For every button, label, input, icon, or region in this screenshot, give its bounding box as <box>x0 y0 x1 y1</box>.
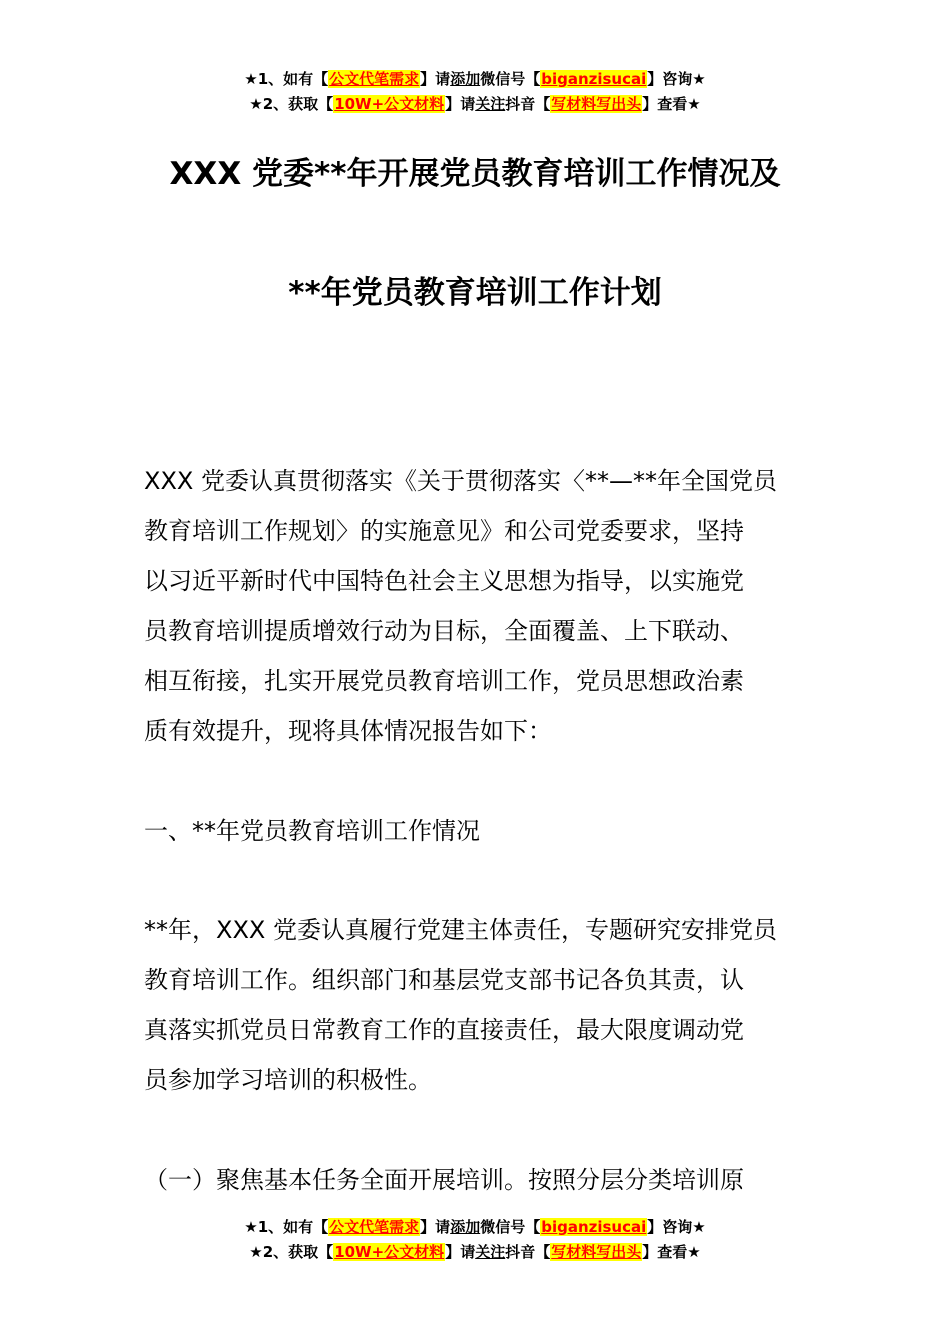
wechat-id: biganzisucai <box>541 1218 647 1236</box>
promo-highlight: 公文代笔需求 <box>329 1218 420 1236</box>
text-line: 以习近平新时代中国特色社会主义思想为指导，以实施党 <box>144 567 744 595</box>
intro-paragraph <box>144 456 809 756</box>
promo-highlight: 10W+公文材料 <box>334 95 445 113</box>
promo-line-2: ★2、获取【10W+公文材料】请关注抖音【写材料写出头】查看★ <box>249 1243 701 1261</box>
promo-banner-top <box>0 67 950 117</box>
promo-highlight: 公文代笔需求 <box>329 70 420 88</box>
promo-line-1: ★1、如有【公文代笔需求】请添加微信号【biganzisucai】咨询★ <box>244 1218 706 1236</box>
subsection-1-paragraph <box>144 1155 809 1205</box>
text-line: **年，XXX 党委认真履行党建主体责任，专题研究安排党员 <box>144 916 777 944</box>
wechat-id: biganzisucai <box>541 70 647 88</box>
section-1-paragraph <box>144 905 809 1105</box>
text-line: 员参加学习培训的积极性。 <box>144 1066 432 1094</box>
text-line: （一）聚焦基本任务全面开展培训。按照分层分类培训原 <box>144 1166 744 1194</box>
promo-banner-bottom <box>0 1215 950 1265</box>
document-title-line-2: **年党员教育培训工作计划 <box>288 275 662 311</box>
text-line: 员教育培训提质增效行动为目标，全面覆盖、上下联动、 <box>144 617 744 645</box>
text-line: 教育培训工作规划〉的实施意见》和公司党委要求，坚持 <box>144 517 744 545</box>
promo-line-1: ★1、如有【公文代笔需求】请添加微信号【biganzisucai】咨询★ <box>244 70 706 88</box>
douyin-account: 写材料写出头 <box>551 95 642 113</box>
text-line: 真落实抓党员日常教育工作的直接责任，最大限度调动党 <box>144 1016 744 1044</box>
text-line: XXX 党委认真贯彻落实《关于贯彻落实〈**—**年全国党员 <box>144 467 777 495</box>
document-title-line-1: XXX 党委**年开展党员教育培训工作情况及 <box>169 156 781 192</box>
text-line: 教育培训工作。组织部门和基层党支部书记各负其责，认 <box>144 966 744 994</box>
promo-line-2: ★2、获取【10W+公文材料】请关注抖音【写材料写出头】查看★ <box>249 95 701 113</box>
promo-highlight: 10W+公文材料 <box>334 1243 445 1261</box>
text-line: 相互衔接，扎实开展党员教育培训工作，党员思想政治素 <box>144 667 744 695</box>
section-heading-1: 一、**年党员教育培训工作情况 <box>144 817 480 845</box>
text-line: 质有效提升，现将具体情况报告如下： <box>144 717 552 745</box>
douyin-account: 写材料写出头 <box>551 1243 642 1261</box>
